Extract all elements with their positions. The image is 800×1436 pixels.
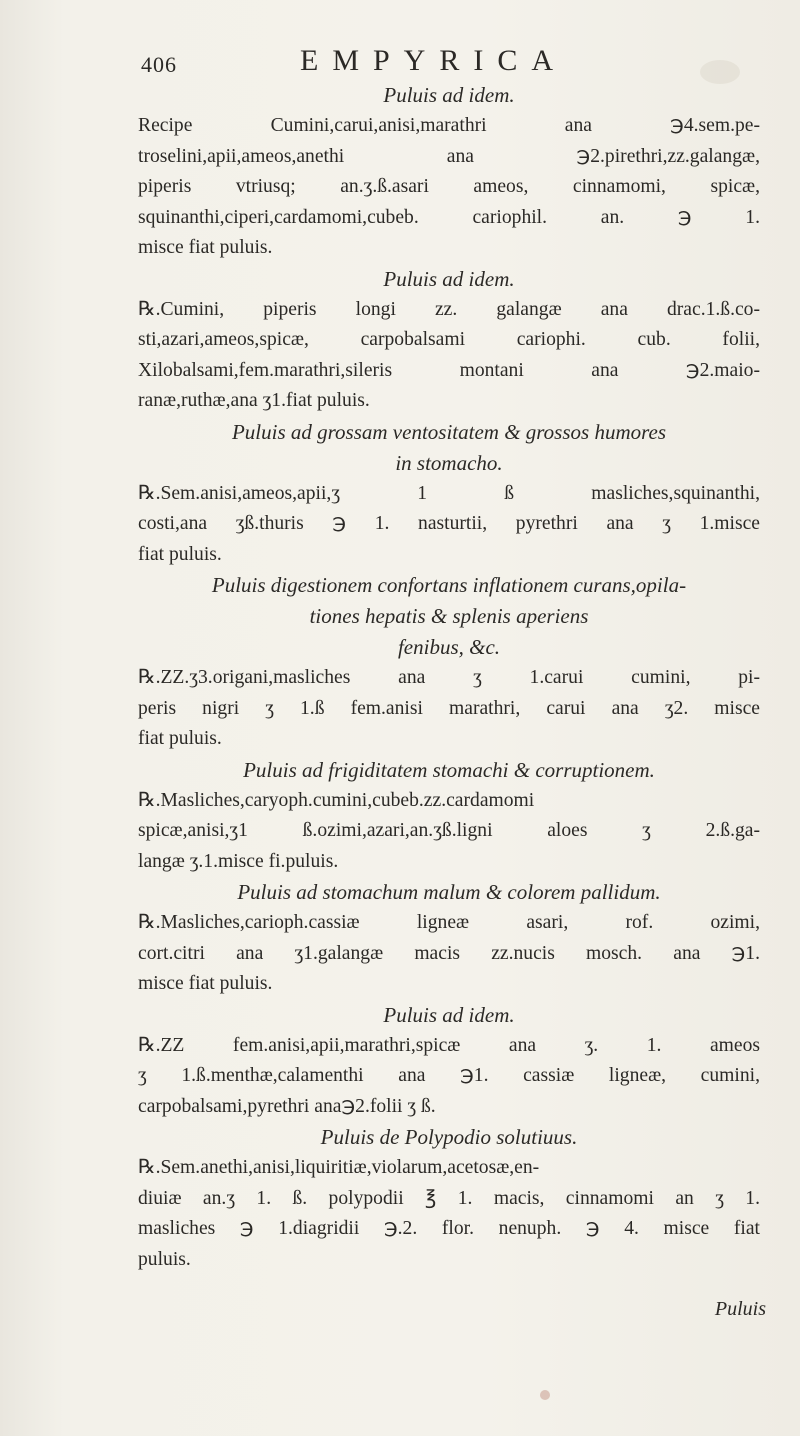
section-body — [138, 111, 760, 264]
section-body — [138, 295, 760, 417]
text-line: fiat puluis. — [138, 728, 222, 749]
text-line: misce fiat puluis. — [138, 973, 273, 994]
text-line: Recipe Cumini,carui,anisi,marathri ana ℈4.sem.pe- — [138, 115, 760, 136]
section-heading: Puluis ad idem. — [383, 1002, 515, 1027]
section-heading: Puluis ad idem. — [383, 266, 515, 291]
recipe-section — [138, 755, 760, 878]
text-line: sti,azari,ameos,spicæ, carpobalsami cariophi. cub. folii, — [138, 329, 760, 350]
section-body — [138, 786, 760, 878]
recipe-section — [138, 417, 760, 571]
recipe-section — [138, 264, 760, 417]
section-body — [138, 479, 760, 571]
page-header — [0, 44, 800, 80]
catchword: Puluis — [714, 1298, 766, 1320]
section-body — [138, 908, 760, 1000]
text-line: diuiæ an.ʒ 1. ß. polypodii ℥ 1. macis, cinnamomi an ʒ 1. — [138, 1187, 760, 1209]
recipe-text — [138, 80, 760, 1275]
paper-spot — [540, 1390, 550, 1400]
section-body — [138, 663, 760, 755]
page-number: 406 — [141, 52, 177, 77]
text-line: misce fiat puluis. — [138, 237, 273, 258]
recipe-section — [138, 570, 760, 755]
section-heading: Puluis ad grossam ventositatem & grossos humores in stomacho. — [231, 419, 666, 475]
text-line: ℞.ZZ fem.anisi,apii,marathri,spicæ ana ʒ. 1. ameos — [138, 1034, 760, 1056]
section-body — [138, 1031, 760, 1123]
text-line: piperis vtriusq; an.ʒ.ß.asari ameos, cinnamomi, spicæ, — [138, 176, 760, 197]
text-line: puluis. — [138, 1248, 191, 1270]
text-line: ℞.Masliches,caryoph.cumini,cubeb.zz.cardamomi — [138, 789, 535, 811]
text-line: langæ ʒ.1.misce fi.puluis. — [138, 850, 339, 872]
text-line: masliches ℈ 1.diagridii ℈.2. flor. nenuph. ℈ 4. misce fiat — [138, 1218, 760, 1239]
section-heading: Puluis digestionem confortans inflationem curans,opila- tiones hepatis & splenis aperiens fenibus, &c. — [211, 573, 687, 659]
text-line: carpobalsami,pyrethri ana℈2.folii ʒ ß. — [138, 1095, 436, 1117]
text-line: fiat puluis. — [138, 543, 222, 565]
text-line: costi,ana ʒß.thuris ℈ 1. nasturtii, pyrethri ana ʒ 1.misce — [138, 513, 760, 534]
text-line: ranæ,ruthæ,ana ʒ1.fiat puluis. — [138, 390, 370, 411]
section-heading: Puluis de Polypodio solutiuus. — [320, 1125, 578, 1149]
text-line: ℞.ZZ.ʒ3.origani,masliches ana ʒ 1.carui cumini, pi- — [138, 667, 760, 688]
text-line: peris nigri ʒ 1.ß fem.anisi marathri, carui ana ʒ2. misce — [138, 697, 760, 719]
text-line: ʒ 1.ß.menthæ,calamenthi ana ℈1. cassiæ ligneæ, cumini, — [138, 1065, 760, 1086]
text-line: ℞.Sem.anisi,ameos,apii,ʒ 1 ß masliches,squinanthi, — [138, 482, 760, 504]
running-title: EMPYRICA — [300, 44, 568, 77]
text-line: cort.citri ana ʒ1.galangæ macis zz.nucis mosch. ana ℈1. — [138, 942, 760, 964]
recipe-section — [138, 1122, 760, 1275]
section-heading: Puluis ad idem. — [383, 83, 515, 107]
text-line: ℞.Masliches,carioph.cassiæ ligneæ asari, rof. ozimi, — [138, 912, 760, 933]
section-heading: Puluis ad frigiditatem stomachi & corruptionem. — [243, 757, 655, 782]
section-heading: Puluis ad stomachum malum & colorem pallidum. — [237, 880, 661, 904]
recipe-section — [138, 80, 760, 264]
text-line: troselini,apii,ameos,anethi ana ℈2.pirethri,zz.galangæ, — [138, 145, 760, 167]
text-line: ℞.Cumini, piperis longi zz. galangæ ana drac.1.ß.co- — [138, 298, 760, 320]
text-line: squinanthi,ciperi,cardamomi,cubeb. cariophil. an. ℈ 1. — [138, 206, 760, 228]
recipe-section — [138, 1000, 760, 1123]
recipe-section — [138, 877, 760, 1000]
section-body — [138, 1153, 760, 1275]
text-line: ℞.Sem.anethi,anisi,liquiritiæ,violarum,acetosæ,en- — [138, 1157, 540, 1178]
text-line: spicæ,anisi,ʒ1 ß.ozimi,azari,an.ʒß.ligni aloes ʒ 2.ß.ga- — [138, 820, 760, 841]
text-line: Xilobalsami,fem.marathri,sileris montani ana ℈2.maio- — [138, 359, 760, 381]
